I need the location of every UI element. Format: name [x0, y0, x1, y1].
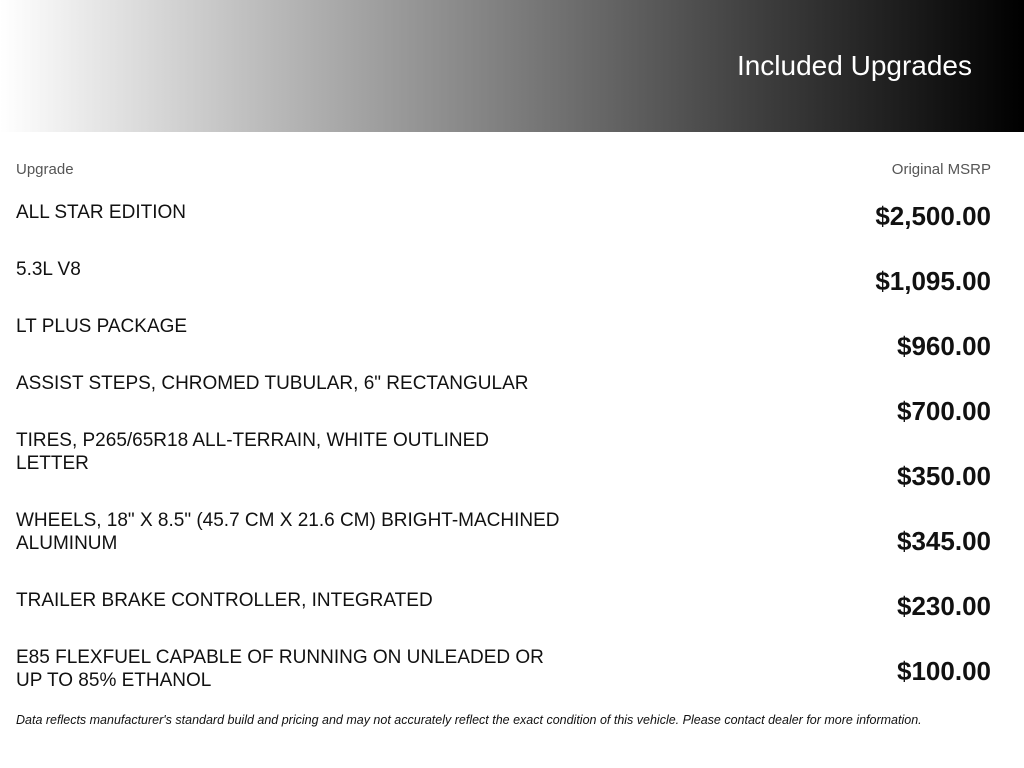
upgrade-price: $2,500.00 — [875, 201, 991, 231]
upgrade-name: ASSIST STEPS, CHROMED TUBULAR, 6" RECTANGULAR — [16, 373, 529, 394]
upgrade-price: $345.00 — [897, 526, 991, 556]
page-title: Included Upgrades — [736, 50, 972, 81]
upgrade-price: $960.00 — [897, 331, 991, 361]
upgrade-list — [16, 201, 561, 726]
upgrade-name: WHEELS, 18" X 8.5" (45.7 CM X 21.6 CM) BRIGHT-MACHINED ALUMINUM — [16, 510, 560, 554]
upgrade-column-header: Upgrade — [16, 161, 74, 178]
upgrade-price: $1,095.00 — [875, 266, 991, 296]
upgrade-price: $100.00 — [897, 656, 991, 686]
upgrade-price: $700.00 — [897, 396, 991, 426]
upgrade-name: TIRES, P265/65R18 ALL-TERRAIN, WHITE OUTLINED LETTER — [16, 430, 490, 474]
msrp-column-header: Original MSRP — [891, 161, 991, 178]
price-list — [875, 198, 991, 718]
upgrade-name: ALL STAR EDITION — [16, 202, 186, 223]
header-banner — [0, 0, 1024, 132]
upgrade-name: E85 FLEXFUEL CAPABLE OF RUNNING ON UNLEADED OR UP TO 85% ETHANOL — [16, 647, 544, 691]
upgrade-price: $350.00 — [897, 461, 991, 491]
upgrade-name: TRAILER BRAKE CONTROLLER, INTEGRATED — [16, 590, 433, 611]
upgrade-name: LT PLUS PACKAGE — [16, 316, 188, 337]
disclaimer-text: Data reflects manufacturer's standard build and pricing and may not accurately reflect the exact condition of this vehicle. Please contact dealer for more information. — [16, 713, 922, 727]
upgrade-name: 5.3L V8 — [16, 259, 81, 280]
upgrade-price: $230.00 — [897, 591, 991, 621]
